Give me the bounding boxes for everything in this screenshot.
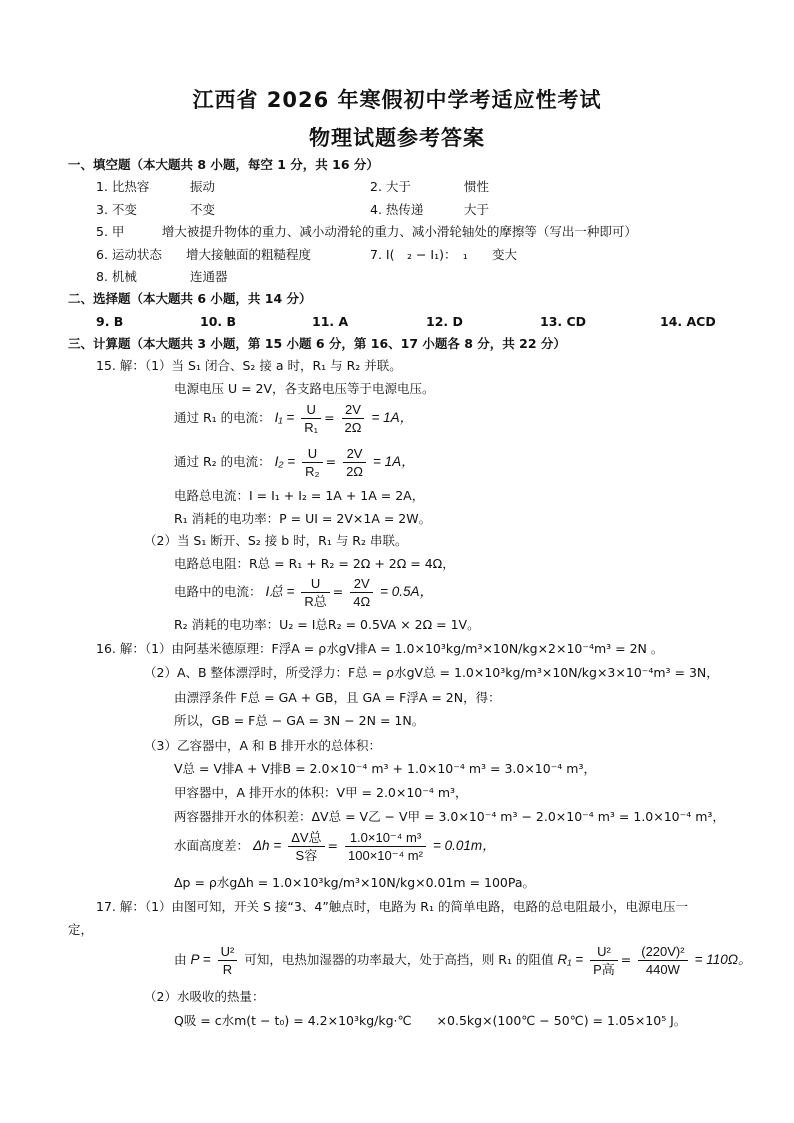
q16-pressure-diff: Δp = ρ水gΔh = 1.0×10³kg/m³×10N/kg×0.01m = 100Pa。	[174, 875, 536, 890]
q15-total-current: 电路总电流：I = I₁ + I₂ = 1A + 1A = 2A，	[174, 488, 425, 503]
denominator: P高	[593, 962, 615, 977]
numerator: 2V	[342, 401, 365, 419]
q15-current-r2: 通过 R₂ 的电流： I₂ = $\frac{U}{\text{R₂}}$ = $\frac{2V}{2\Omega}$ = 1A，	[174, 446, 415, 479]
answer-q6-a: 6. 运动状态	[96, 247, 162, 262]
fraction	[302, 445, 322, 480]
section-fill-in-heading: 一、填空题（本大题共 8 小题，每空 1 分，共 16 分）	[68, 157, 379, 172]
q17-part1-intro: 17. 解：（1）由图可知，开关 S 接“3、4”触点时，电路为 R₁ 的简单电路，电路的总电阻最小，电源电压一	[96, 899, 688, 914]
denominator: S容	[295, 848, 318, 863]
choice-answer-10: 10. B	[200, 314, 237, 329]
q15-voltage: 电源电压 U = 2V，各支路电压等于电源电压。	[174, 381, 435, 396]
q16-part3-intro: （3）乙容器中，A 和 B 排开水的总体积：	[144, 738, 382, 753]
denominator: 2Ω	[344, 420, 362, 435]
answer-q5: 5. 甲 增大被提升物体的重力、减小动滑轮的重力、减小滑轮轴处的摩擦等（写出一种即可）	[96, 224, 637, 239]
q15-current-r1: 通过 R₁ 的电流： I₁ = $\frac{U}{\text{R₁}}$ = $\frac{2V}{2\Omega}$ = 1A，	[174, 402, 414, 435]
answer-q7-a: 7. I( ₂ − I₁)： ₁	[370, 247, 468, 262]
q17-resistance: 由 P = $\frac{\text{U²}}{R}$ 可知，电热加湿器的功率最大，处于高挡，则 R₁ 的阻值 R₁ = $\frac{\text{U²}}{\text{P高}}$ = $\frac{\text{(220V)²}}{440W}$ = 110Ω。	[174, 944, 752, 977]
formula-result: = 0.01m，	[432, 838, 496, 853]
q17-part2-intro: （2）水吸收的热量：	[144, 989, 265, 1004]
fraction	[288, 829, 324, 864]
formula-label: 电路中的电流：	[174, 584, 262, 599]
q15-total-resistance: 电路总电阻：R总 = R₁ + R₂ = 2Ω + 2Ω = 4Ω，	[174, 556, 455, 571]
formula-label: 水面高度差：	[174, 838, 250, 853]
q16-gb-result: 所以，GB = F总 − GA = 3N − 2N = 1N。	[174, 713, 425, 728]
answer-q2-b: 惯性	[464, 179, 490, 194]
denominator: R₂	[305, 464, 320, 479]
numerator: ΔV总	[288, 829, 324, 847]
q16-total-volume: V总 = V排A + V排B = 2.0×10⁻⁴ m³ + 1.0×10⁻⁴ m³ = 3.0×10⁻⁴ m³，	[174, 761, 596, 776]
fraction	[301, 575, 329, 610]
formula-result: = 1A，	[371, 410, 414, 425]
choice-answer-12: 12. D	[426, 314, 463, 329]
fraction	[345, 829, 426, 864]
choice-answer-9: 9. B	[96, 314, 124, 329]
denominator: 100×10⁻⁴ m²	[348, 848, 423, 863]
formula-result: = 1A，	[373, 454, 415, 469]
denominator: R₁	[304, 420, 319, 435]
formula-result: = 0.5A，	[380, 584, 434, 599]
text-prefix: 由	[174, 952, 187, 967]
q16-height-diff: 水面高度差： Δh = $\frac{\text{ΔV总}}{\text{S容}}$ = $\frac{\text{1.0×10⁻⁴ m³}}{\text{100×10⁻⁴ m²}}$ = 0.01m，	[174, 830, 496, 863]
numerator: (220V)²	[638, 943, 687, 961]
formula-label: 通过 R₂ 的电流：	[174, 454, 271, 469]
numerator: 1.0×10⁻⁴ m³	[345, 829, 426, 847]
answer-q3-b: 不变	[190, 202, 216, 217]
denominator: 2Ω	[346, 464, 364, 479]
answer-q8-a: 8. 机械	[96, 269, 137, 284]
q16-part2-buoyancy: （2）A、B 整体漂浮时，所受浮力：F总 = ρ水gV总 = 1.0×10³kg/m³×10N/kg×3×10⁻⁴m³ = 3N，	[144, 665, 719, 680]
formula-result: = 110Ω。	[694, 952, 752, 967]
denominator: R总	[304, 594, 327, 609]
answer-q6-b: 增大接触面的粗糙程度	[186, 247, 312, 262]
fraction	[350, 575, 373, 610]
formula-lhs: I总 =	[265, 584, 295, 599]
q16-part1: 16. 解：（1）由阿基米德原理：F浮A = ρ水gV排A = 1.0×10³kg/m³×10N/kg×2×10⁻⁴m³ = 2N 。	[96, 641, 664, 656]
denominator: 440W	[645, 962, 680, 977]
fraction	[638, 943, 687, 978]
answer-q3-a: 3. 不变	[96, 202, 137, 217]
formula-lhs: I₂ =	[274, 454, 296, 469]
formula-lhs: R₁ =	[557, 952, 584, 967]
q16-float-condition: 由漂浮条件 F总 = GA + GB，且 GA = F浮A = 2N，得：	[174, 690, 501, 705]
q15-part2-intro: （2）当 S₁ 断开、S₂ 接 b 时，R₁ 与 R₂ 串联。	[144, 533, 408, 548]
q17-heat-absorbed: Q吸 = c水m(t − t₀) = 4.2×10³kg/kg·℃ ×0.5kg×(100℃ − 50℃) = 1.05×10⁵ J。	[174, 1013, 687, 1028]
q16-volume-jia: 甲容器中，A 排开水的体积：V甲 = 2.0×10⁻⁴ m³，	[174, 785, 468, 800]
text-middle: 可知，电热加湿器的功率最大，处于高挡，则 R₁ 的阻值	[244, 952, 554, 967]
q15-power-r1: R₁ 消耗的电功率：P = UI = 2V×1A = 2W。	[174, 511, 432, 526]
numerator: U	[302, 445, 322, 463]
answer-q1-a: 1. 比热容	[96, 179, 150, 194]
numerator: 2V	[350, 575, 373, 593]
numerator: 2V	[343, 445, 366, 463]
answer-q8-b: 连通器	[190, 269, 228, 284]
fraction	[590, 943, 618, 978]
answer-q7-b: 变大	[492, 247, 518, 262]
q15-power-r2: R₂ 消耗的电功率：U₂ = I总R₂ = 0.5VA × 2Ω = 1V。	[174, 617, 480, 632]
fraction	[218, 943, 238, 978]
formula-lhs: Δh =	[253, 838, 282, 853]
numerator: U	[301, 575, 329, 593]
answer-q4-a: 4. 热传递	[370, 202, 424, 217]
numerator: U²	[590, 943, 618, 961]
choice-answer-14: 14. ACD	[660, 314, 716, 329]
q15-part1-intro: 15. 解：（1）当 S₁ 闭合、S₂ 接 a 时，R₁ 与 R₂ 并联。	[96, 358, 402, 373]
choice-answer-11: 11. A	[312, 314, 349, 329]
section-choice-heading: 二、选择题（本大题共 6 小题，共 14 分）	[68, 291, 312, 306]
numerator: U	[301, 401, 321, 419]
exam-title: 江西省 2026 年寒假初中学考适应性考试	[192, 88, 602, 112]
formula-label: 通过 R₁ 的电流：	[174, 410, 271, 425]
answer-q4-b: 大于	[464, 202, 490, 217]
formula-lhs: I₁ =	[274, 410, 295, 425]
fraction	[301, 401, 321, 436]
fraction	[343, 445, 366, 480]
formula-lhs: P =	[190, 952, 211, 967]
section-calc-heading: 三、计算题（本大题共 3 小题，第 15 小题 6 分，第 16、17 小题各 8 分，共 22 分）	[68, 336, 566, 351]
numerator: U²	[218, 943, 238, 961]
exam-subtitle: 物理试题参考答案	[309, 126, 485, 150]
denominator: R	[222, 962, 233, 977]
q16-volume-diff: 两容器排开水的体积差：ΔV总 = V乙 − V甲 = 3.0×10⁻⁴ m³ − 2.0×10⁻⁴ m³ = 1.0×10⁻⁴ m³，	[174, 809, 725, 824]
q15-series-current: 电路中的电流： I总 = $\frac{U}{\text{R总}}$ = $\frac{2V}{4\Omega}$ = 0.5A，	[174, 576, 434, 609]
choice-answer-13: 13. CD	[540, 314, 587, 329]
answer-q2-a: 2. 大于	[370, 179, 411, 194]
q17-part1-intro-cont: 定，	[68, 922, 94, 937]
fraction	[342, 401, 365, 436]
denominator: 4Ω	[353, 594, 371, 609]
answer-q1-b: 振动	[190, 179, 216, 194]
